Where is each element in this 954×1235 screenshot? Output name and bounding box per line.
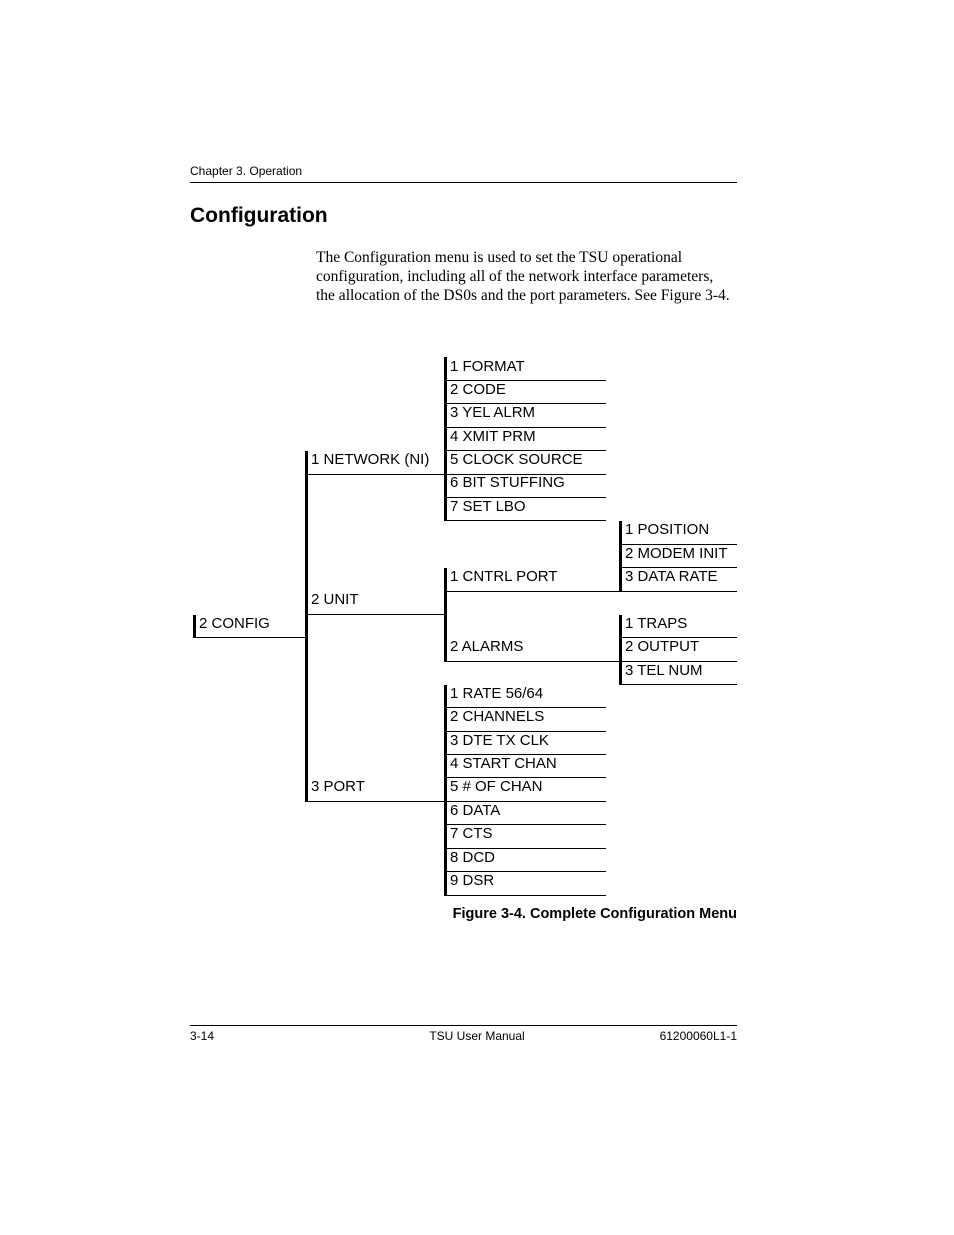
menu-item-alarms[interactable]: 2 ALARMS [450, 638, 524, 655]
alarms-bar [619, 615, 622, 685]
menu-item-format[interactable]: 1 FORMAT [450, 358, 525, 375]
menu-item-cts[interactable]: 7 CTS [450, 825, 493, 842]
root-bar [193, 615, 196, 638]
figure-caption: Figure 3-4. Complete Configuration Menu [452, 906, 737, 922]
menu-item-yel-alrm[interactable]: 3 YEL ALRM [450, 404, 536, 421]
menu-item-start-chan[interactable]: 4 START CHAN [450, 755, 557, 772]
menu-item-code[interactable]: 2 CODE [450, 381, 506, 398]
menu-item-xmit-prm[interactable]: 4 XMIT PRM [450, 428, 536, 445]
section-title: Configuration [190, 204, 328, 227]
menu-item-data-rate[interactable]: 3 DATA RATE [625, 568, 718, 585]
divider [193, 637, 307, 638]
intro-paragraph: The Configuration menu is used to set the TSU operational configuration, including all of the network interface parameters, the allocation of the DS0s and the port parameters. See Figure 3-4. [316, 249, 730, 304]
level1-bar [305, 451, 308, 802]
divider [619, 684, 737, 685]
menu-item-traps[interactable]: 1 TRAPS [625, 615, 688, 632]
chapter-header: Chapter 3. Operation [190, 164, 303, 178]
menu-item-output[interactable]: 2 OUTPUT [625, 638, 700, 655]
menu-item-position[interactable]: 1 POSITION [625, 521, 710, 538]
menu-item-dte-tx-clk[interactable]: 3 DTE TX CLK [450, 732, 549, 749]
cntrl-port-bar [619, 521, 622, 591]
menu-item-data[interactable]: 6 DATA [450, 802, 501, 819]
menu-item-dsr[interactable]: 9 DSR [450, 872, 495, 889]
divider [444, 520, 606, 521]
divider [305, 614, 446, 615]
menu-item-unit[interactable]: 2 UNIT [311, 591, 359, 608]
menu-item-clock-source[interactable]: 5 CLOCK SOURCE [450, 451, 583, 468]
menu-item-cntrl-port[interactable]: 1 CNTRL PORT [450, 568, 558, 585]
menu-item-modem-init[interactable]: 2 MODEM INIT [625, 545, 728, 562]
menu-item-network[interactable]: 1 NETWORK (NI) [311, 451, 430, 468]
document-number: 61200060L1-1 [659, 1029, 737, 1043]
divider [444, 661, 621, 662]
divider [444, 591, 621, 592]
menu-item-rate[interactable]: 1 RATE 56/64 [450, 685, 544, 702]
menu-item-port[interactable]: 3 PORT [311, 778, 365, 795]
page-number: 3-14 [190, 1029, 215, 1043]
menu-item-dcd[interactable]: 8 DCD [450, 849, 496, 866]
divider [619, 591, 737, 592]
menu-item-num-of-chan[interactable]: 5 # OF CHAN [450, 778, 543, 795]
divider [305, 474, 446, 475]
menu-item-tel-num[interactable]: 3 TEL NUM [625, 662, 703, 679]
menu-item-bit-stuffing[interactable]: 6 BIT STUFFING [450, 474, 565, 491]
menu-item-set-lbo[interactable]: 7 SET LBO [450, 498, 526, 515]
menu-item-channels[interactable]: 2 CHANNELS [450, 708, 545, 725]
footer-rule [190, 1025, 737, 1026]
divider [305, 801, 446, 802]
port-bar [444, 685, 447, 896]
network-bar [444, 357, 447, 520]
manual-title: TSU User Manual [429, 1029, 525, 1043]
divider [444, 895, 606, 896]
menu-root-config[interactable]: 2 CONFIG [199, 615, 270, 632]
